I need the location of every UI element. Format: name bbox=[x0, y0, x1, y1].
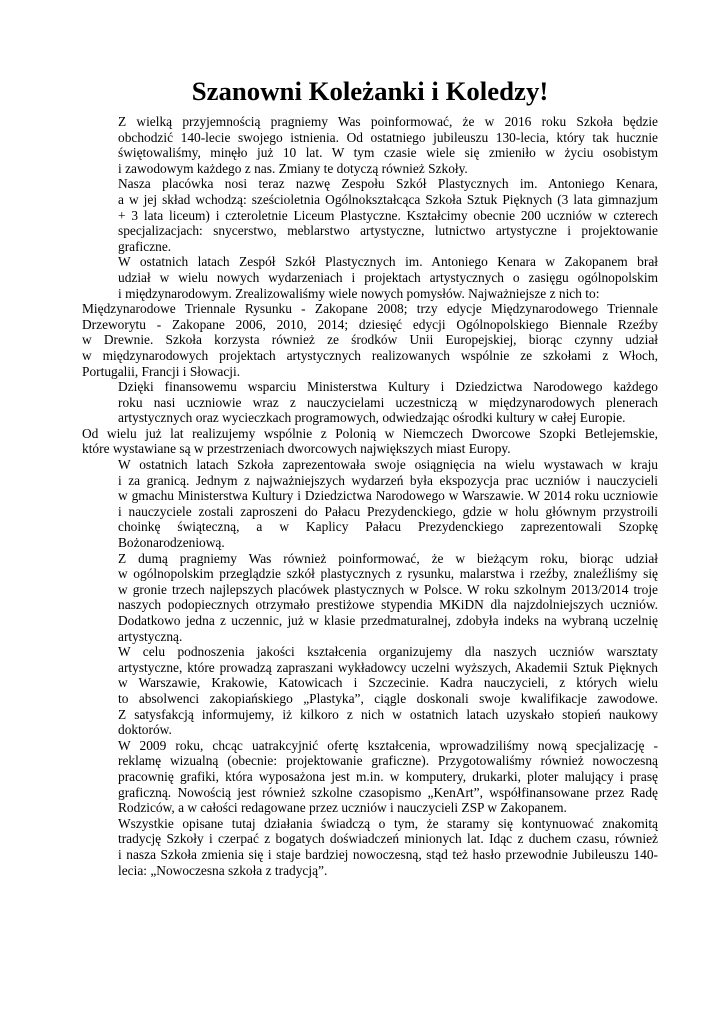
text-line: Międzynarodowe Triennale Rysunku - Zakopane 2008; trzy edycje Międzynarodowego Triennale bbox=[82, 301, 658, 317]
text-line: Wszystkie opisane tutaj działania świadczą o tym, że staramy się kontynuować znakomitą bbox=[118, 815, 658, 831]
letter-body bbox=[82, 114, 658, 878]
text-line: naszych podopiecznych otrzymało prestiżowe stypendia MKiDN dla najzdolniejszych uczniów. bbox=[118, 597, 658, 613]
text-line: w ogólnopolskim przeglądzie szkół plastycznych z rysunku, malarstwa i rzeźby, znaleźliśmy się bbox=[118, 566, 658, 582]
text-line: W ostatnich latach Szkoła zaprezentowała swoje osiągnięcia na wielu wystawach w kraju bbox=[118, 457, 658, 473]
text-line: obchodzić 140-lecie swojego istnienia. Od ostatniego jubileuszu 130-lecia, który tak hucznie bbox=[118, 129, 658, 145]
text-line: tradycję Szkoły i czerpać z bogatych doświadczeń minionych lat. Idąc z duchem czasu, również bbox=[118, 831, 658, 847]
text-line: Od wielu już lat realizujemy wspólnie z Polonią w Niemczech Dworcowe Szopki Betlejemskie, bbox=[82, 425, 658, 441]
text-line: artystyczne, które prowadzą zapraszani wykładowcy uczelni wyższych, Akademii Sztuk Pięknych bbox=[118, 659, 658, 675]
text-line: w Drewnie. Szkoła korzysta również ze środków Unii Europejskiej, biorąc czynny udział bbox=[82, 332, 658, 348]
letter-paragraph bbox=[82, 301, 658, 379]
letter-paragraph bbox=[82, 426, 658, 457]
text-line: Dodatkowo jedna z uczennic, już w klasie przedmaturalnej, zdobyła indeks na wybraną uczelnię bbox=[118, 613, 658, 628]
text-line: i nasza Szkoła zmienia się i staje bardziej nowoczesną, stąd też hasło przewodnie Jubileuszu 140- bbox=[118, 846, 658, 862]
text-line: W ostatnich latach Zespół Szkół Plastycznych im. Antoniego Kenara w Zakopanem brał bbox=[118, 254, 658, 270]
text-line: specjalizacjach: snycerstwo, meblarstwo artystyczne, lutnictwo artystyczne i projektowanie bbox=[118, 223, 658, 239]
text-line: choinkę świąteczną, a w Kaplicy Pałacu Prezydenckiego zaprezentowali Szopkę bbox=[118, 519, 658, 535]
text-line: Nasza placówka nosi teraz nazwę Zespołu Szkół Plastycznych im. Antoniego Kenara, bbox=[118, 176, 658, 192]
letter-paragraph bbox=[82, 551, 658, 645]
text-line: roku nasi uczniowie wraz z nauczycielami uczestniczą w międzynarodowych plenerach bbox=[118, 394, 658, 410]
text-line: Bożonarodzeniową. bbox=[118, 535, 225, 551]
text-line: artystycznych oraz wycieczkach programowych, odwiedzając ośrodki kultury w całej Europie. bbox=[118, 410, 626, 426]
text-line: Dzięki finansowemu wsparciu Ministerstwa Kultury i Dziedzictwa Narodowego każdego bbox=[118, 379, 658, 395]
text-line: i nauczyciele zostali zaproszeni do Pałacu Prezydenckiego, gdzie w holu głównym przystroili bbox=[118, 503, 658, 519]
letter-page bbox=[82, 76, 658, 878]
text-line: to absolwenci zakopiańskiego „Plastyka”, ciągle doskonali swoje kwalifikacje zawodowe. bbox=[118, 690, 658, 706]
text-line: doktorów. bbox=[118, 722, 172, 738]
text-line: reklamę wizualną (obecnie: projektowanie graficzne). Przygotowaliśmy również nowoczesną bbox=[118, 753, 658, 769]
text-line: w Warszawie, Krakowie, Katowicach i Szczecinie. Kadra nauczycieli, z których wielu bbox=[118, 675, 658, 691]
text-line: udział w wielu nowych wydarzeniach i projektach artystycznych o zasięgu ogólnopolskim bbox=[118, 269, 658, 285]
text-line: graficzne. bbox=[118, 238, 172, 254]
letter-paragraph bbox=[82, 738, 658, 816]
text-line: które wystawiane są w przestrzeniach dworcowych największych miast Europy. bbox=[82, 441, 511, 457]
text-line: i międzynarodowym. Zrealizowaliśmy wiele nowych pomysłów. Najważniejsze z nich to: bbox=[118, 285, 600, 301]
text-line: i za granicą. Jednym z najważniejszych wydarzeń była ekspozycja prac uczniów i nauczycieli bbox=[118, 472, 658, 488]
text-line: Rodziców, a w całości redagowane przez uczniów i nauczycieli ZSP w Zakopanem. bbox=[118, 800, 567, 816]
text-line: lecia: „Nowoczesna szkoła z tradycją”. bbox=[118, 862, 328, 878]
text-line: Drzeworytu - Zakopane 2006, 2010, 2014; dziesięć edycji Ogólnopolskiego Biennale Rzeźby bbox=[82, 316, 658, 332]
text-line: w międzynarodowych projektach artystycznych realizowanych wspólnie ze szkołami z Włoch, bbox=[82, 347, 658, 363]
text-line: W 2009 roku, chcąc uatrakcyjnić ofertę kształcenia, wprowadziliśmy nową specjalizację - bbox=[118, 737, 658, 753]
text-line: a w jej skład wchodzą: sześcioletnia Ogólnokształcąca Szkoła Sztuk Pięknych (3 lata gimnazjum bbox=[118, 191, 658, 207]
letter-paragraph bbox=[82, 176, 658, 254]
letter-paragraph bbox=[82, 114, 658, 176]
text-line: W celu podnoszenia jakości kształcenia organizujemy dla naszych uczniów warsztaty bbox=[118, 644, 658, 660]
letter-paragraph bbox=[82, 644, 658, 738]
letter-paragraph bbox=[82, 254, 658, 301]
text-line: graficzną. Nowością jest również szkolne czasopismo „KenArt”, współfinansowane przez Radę bbox=[118, 784, 658, 800]
letter-paragraph bbox=[82, 457, 658, 551]
text-line: świętowaliśmy, minęło już 10 lat. W tym czasie wiele się zmieniło w życiu osobistym bbox=[118, 145, 658, 161]
text-line: Portugalii, Francji i Słowacji. bbox=[82, 363, 241, 379]
text-line: Z wielką przyjemnością pragniemy Was poinformować, że w 2016 roku Szkoła będzie bbox=[118, 114, 658, 129]
text-line: i zawodowym każdego z nas. Zmiany te dotyczą również Szkoły. bbox=[118, 160, 468, 176]
letter-title: Szanowni Koleżanki i Koledzy! bbox=[191, 76, 549, 106]
text-line: + 3 lata liceum) i czteroletnie Liceum Plastyczne. Kształcimy obecnie 200 uczniów w czterech bbox=[118, 207, 658, 223]
text-line: artystyczną. bbox=[118, 628, 183, 644]
letter-paragraph bbox=[82, 379, 658, 426]
text-line: Z dumą pragniemy Was również poinformować, że w bieżącym roku, biorąc udział bbox=[118, 550, 658, 566]
text-line: w gronie trzech najlepszych placówek plastycznych w Polsce. W roku szkolnym 2013/2014 troje bbox=[118, 581, 658, 597]
text-line: w gmachu Ministerstwa Kultury i Dziedzictwa Narodowego w Warszawie. W 2014 roku uczniowie bbox=[118, 488, 658, 504]
text-line: Z satysfakcją informujemy, iż kilkoro z nich w ostatnich latach uzyskało stopień naukowy bbox=[118, 706, 658, 722]
text-line: pracownię grafiki, która wyposażona jest m.in. w komputery, drukarki, ploter malujący i prasę bbox=[118, 768, 658, 784]
letter-paragraph bbox=[82, 816, 658, 878]
